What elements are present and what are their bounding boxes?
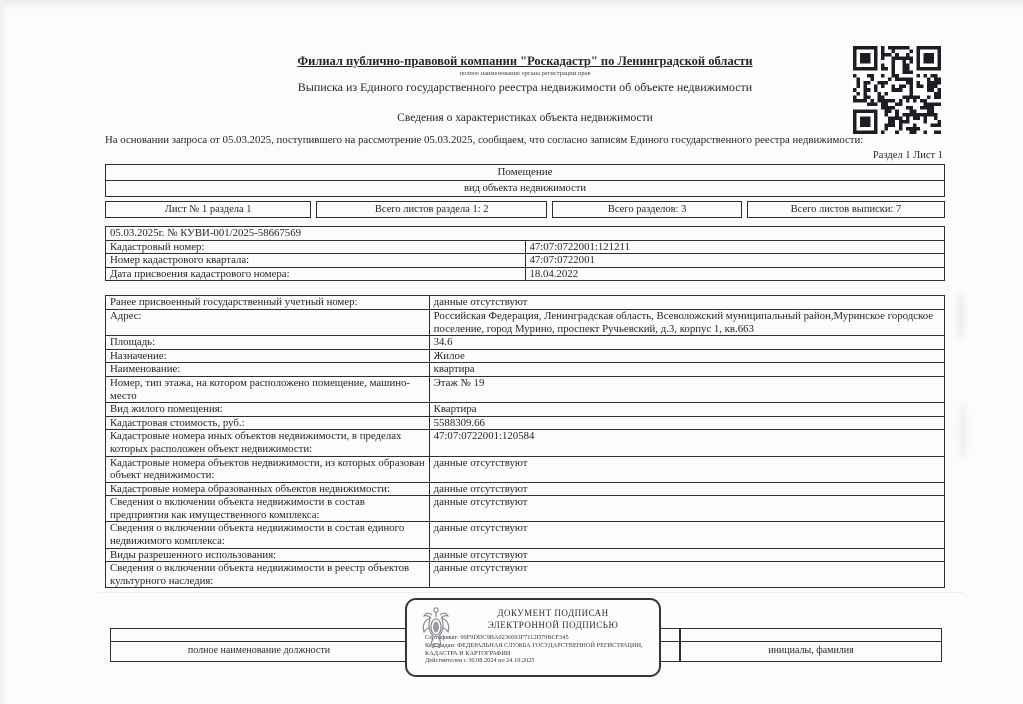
row-value: данные отсутствуют [429, 522, 944, 548]
row-value: данные отсутствуют [429, 456, 944, 482]
sheet-info-cell: Всего листов выписки: 7 [747, 201, 945, 218]
table-row [106, 496, 945, 522]
table-row [106, 562, 945, 588]
table-row [106, 456, 945, 482]
stamp-certificate: Сертификат: 00F9DDC9BA0236693F7112D79BCF345 [425, 634, 569, 642]
row-label: Адрес: [106, 309, 430, 335]
stamp-title [453, 600, 653, 631]
org-subtitle: полное наименование органа регистрации прав [459, 70, 591, 77]
row-label: Вид жилого помещения: [106, 403, 430, 417]
request-number: 05.03.2025г. № КУВИ-001/2025-58667569 [106, 227, 945, 241]
table-row [106, 416, 945, 430]
table-row [106, 296, 945, 310]
document-content [105, 0, 945, 694]
basis-line: На основании запроса от 05.03.2025, поступившего на рассмотрение 05.03.2025, сообщаем, что согласно записям Единого государственного реестра недвижимости: [105, 134, 864, 146]
row-label: Кадастровые номера иных объектов недвижимости, в пределах которых расположен объект недвижимости: [106, 430, 430, 456]
org-title: Филиал публично-правовой компании "Роскадастр" по Ленинградской области [297, 54, 753, 68]
row-value: данные отсутствуют [429, 482, 944, 496]
row-label: Кадастровые номера объектов недвижимости, из которых образован объект недвижимости: [106, 456, 430, 482]
table-row [106, 482, 945, 496]
scan-artifact [959, 402, 967, 460]
signature-section [105, 598, 945, 694]
row-value: Квартира [429, 403, 944, 417]
row-label: Сведения о включении объекта недвижимости в состав предприятия как имущественного комплекса: [106, 496, 430, 522]
row-value: данные отсутствуют [429, 562, 944, 588]
row-label: Ранее присвоенный государственный учетный номер: [106, 296, 430, 310]
table-row [106, 240, 945, 254]
row-value: Этаж № 19 [429, 376, 944, 402]
table-row [106, 227, 945, 241]
sheet-info-cell: Всего листов раздела 1: 2 [316, 201, 547, 218]
row-value: данные отсутствуют [429, 496, 944, 522]
row-label: Кадастровый номер: [106, 240, 526, 254]
signature-line [681, 629, 941, 642]
row-label: Сведения о включении объекта недвижимости в состав единого недвижимого комплекса: [106, 522, 430, 548]
table-row [106, 522, 945, 548]
row-value: 5588309.66 [429, 416, 944, 430]
initials-surname-box [680, 628, 942, 662]
table-row [106, 254, 945, 268]
row-value: 18.04.2022 [525, 267, 945, 281]
stamp-title-line2: ЭЛЕКТРОННОЙ ПОДПИСЬЮ [487, 620, 619, 631]
row-value: 47:07:0722001:120584 [429, 430, 944, 456]
row-value: квартира [429, 363, 944, 377]
object-type-caption: вид объекта недвижимости [464, 183, 586, 194]
row-value: 47:07:0722001 [525, 254, 945, 268]
document-title: Выписка из Единого государственного реестра недвижимости об объекте недвижимости [297, 80, 753, 94]
row-value: данные отсутствуют [429, 296, 944, 310]
row-value: Российская Федерация, Ленинградская область, Всеволожский муниципальный район,Муринское городское поселение, город Мурино, проспект Ручьевский, д.3, корпус 1, кв.663 [429, 309, 944, 335]
row-label: Сведения о включении объекта недвижимости в реестр объектов культурного наследия: [106, 562, 430, 588]
row-label: Номер кадастрового квартала: [106, 254, 526, 268]
table-row [106, 309, 945, 335]
sheet-info-cell: Всего разделов: 3 [552, 201, 742, 218]
row-value: 47:07:0722001:121211 [525, 240, 945, 254]
initials-surname-label: инициалы, фамилия [768, 645, 854, 657]
table-row [106, 336, 945, 350]
section-sheet-label: Раздел 1 Лист 1 [872, 150, 943, 161]
table-row [106, 403, 945, 417]
table-row [106, 430, 945, 456]
row-label: Виды разрешенного использования: [106, 548, 430, 562]
sheet-info-row [105, 201, 945, 218]
table-row [106, 349, 945, 363]
row-value: данные отсутствуют [429, 548, 944, 562]
row-label: Дата присвоения кадастрового номера: [106, 267, 526, 281]
table-row [106, 548, 945, 562]
row-label: Кадастровая стоимость, руб.: [106, 416, 430, 430]
table-row [106, 363, 945, 377]
stamp-issued-by: Кем выдан: ФЕДЕРАЛЬНАЯ СЛУЖБА ГОСУДАРСТВЕННОЙ РЕГИСТРАЦИИ, КАДАСТРА И КАРТОГРАФИИ [425, 642, 643, 657]
row-label: Наименование: [106, 363, 430, 377]
row-label: Номер, тип этажа, на котором расположено помещение, машино-место [106, 376, 430, 402]
cadastral-table [105, 226, 945, 281]
row-value: Жилое [429, 349, 944, 363]
object-type-value: Помещение [106, 165, 944, 181]
sheet-info-cell: Лист № 1 раздела 1 [105, 201, 311, 218]
section-title: Сведения о характеристиках объекта недвижимости [397, 112, 653, 124]
digital-signature-stamp [405, 598, 661, 677]
row-label: Кадастровые номера образованных объектов недвижимости: [106, 482, 430, 496]
stamp-title-line1: ДОКУМЕНТ ПОДПИСАН [497, 608, 609, 619]
object-type-block [105, 164, 945, 197]
stamp-details [425, 634, 651, 664]
position-title-label: полное наименование должности [187, 645, 331, 657]
stamp-validity: Действителен с 30.08.2024 по 24.10.2025 [425, 657, 535, 665]
table-row [106, 267, 945, 281]
row-value: 34.6 [429, 336, 944, 350]
row-label: Назначение: [106, 349, 430, 363]
coat-of-arms-icon [420, 605, 452, 656]
table-row [106, 376, 945, 402]
scan-edge-left [0, 0, 8, 704]
row-label: Площадь: [106, 336, 430, 350]
details-table [105, 295, 945, 588]
scan-artifact [956, 292, 965, 340]
